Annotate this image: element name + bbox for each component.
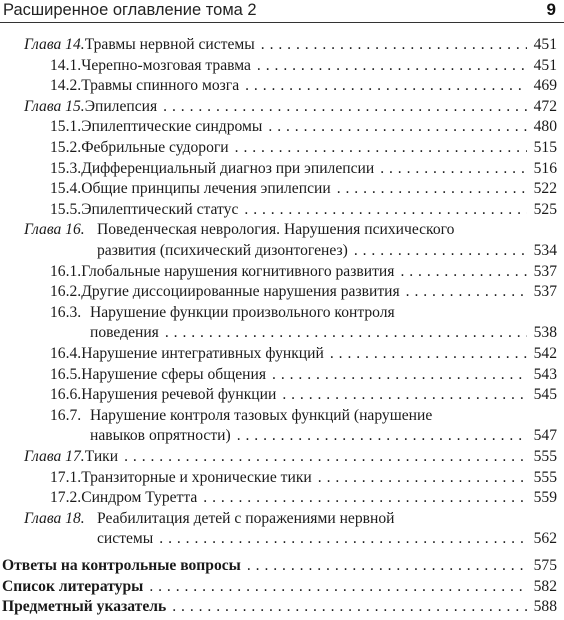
entry-title-continuation: навыков опрятности): [90, 427, 231, 445]
toc-section-entry: [50, 118, 557, 140]
entry-page: 522: [533, 180, 557, 198]
entry-title: Эпилептический статус: [81, 200, 239, 218]
entry-title: Фебрильные судороги: [81, 139, 229, 156]
entry-page: 525: [533, 200, 557, 218]
entry-title: Глобальные нарушения когнитивного развития: [81, 262, 395, 280]
toc-section-entry: [50, 139, 557, 161]
section-number: 15.4.: [50, 180, 82, 198]
entry-title-continuation: развития (психический дизонтогенез): [97, 242, 348, 259]
toc-entry-continuation: [97, 530, 557, 552]
section-number: 16.3.: [50, 303, 82, 321]
entry-page: 543: [533, 365, 557, 383]
entry-title: Травмы нервной системы: [84, 36, 255, 53]
toc-section-entry: [50, 469, 557, 491]
section-number: 15.2.: [50, 139, 82, 156]
header-rule: [0, 22, 564, 23]
leader-dots: [124, 448, 527, 466]
toc-chapter-entry: [24, 36, 557, 58]
entry-page: 480: [533, 118, 557, 136]
leader-dots: [406, 283, 527, 301]
section-number: 16.6.: [50, 386, 82, 404]
entry-title: Нарушение интегративных функций: [81, 345, 324, 362]
entry-page: 588: [533, 598, 557, 616]
section-number: 15.3.: [50, 159, 82, 177]
entry-page: 582: [533, 577, 557, 595]
leader-dots: [272, 366, 527, 384]
leader-dots: [354, 242, 527, 260]
entry-title: Синдром Туретта: [81, 489, 198, 507]
entry-title: Список литературы: [2, 577, 144, 595]
leader-dots: [165, 324, 527, 342]
leader-dots: [282, 386, 527, 404]
toc-chapter-entry: [24, 221, 557, 243]
entry-title: Травмы спинного мозга: [81, 77, 240, 95]
entry-page: 559: [533, 489, 557, 507]
leader-dots: [330, 345, 527, 363]
entry-title: Дифференциальный диагноз при эпилепсии: [81, 159, 375, 177]
toc-section-entry: [50, 201, 557, 223]
toc-section-entry: [50, 386, 557, 408]
entry-page: 469: [533, 77, 557, 95]
entry-page: 451: [533, 56, 557, 74]
entry-title: Общие принципы лечения эпилепсии: [81, 180, 331, 198]
toc-backmatter-entry: [2, 578, 557, 600]
section-number: 15.1.: [50, 118, 82, 136]
toc-entry-continuation: [97, 242, 557, 264]
page-number: 9: [546, 0, 556, 19]
toc-backmatter-entry: [2, 598, 557, 620]
entry-page: 575: [533, 557, 557, 574]
entry-title: Предметный указатель: [2, 598, 167, 616]
toc-section-entry: [50, 263, 557, 285]
leader-dots: [172, 598, 527, 616]
entry-title: Другие диссоциированные нарушения развития: [81, 283, 400, 301]
leader-dots: [400, 263, 527, 281]
entry-title: Поведенческая неврология. Нарушения психического: [97, 221, 455, 239]
entry-page: 545: [533, 386, 557, 404]
entry-title: Ответы на контрольные вопросы: [2, 557, 241, 574]
section-number: 16.4.: [50, 345, 82, 362]
toc-section-entry: [50, 57, 557, 79]
section-number: 14.1.: [50, 56, 82, 74]
toc-backmatter-entry: [2, 557, 557, 579]
toc-section-entry: [50, 77, 557, 99]
section-number: 14.2.: [50, 77, 82, 95]
entry-page: 547: [533, 427, 557, 445]
toc-section-entry: [50, 304, 557, 326]
toc-entry-continuation: [90, 427, 557, 449]
toc-section-entry: [50, 366, 557, 388]
entry-page: 472: [533, 97, 557, 115]
leader-dots: [244, 201, 527, 219]
entry-page: 451: [533, 36, 557, 53]
entry-page: 537: [533, 262, 557, 280]
toc-section-entry: [50, 160, 557, 182]
entry-page: 537: [533, 283, 557, 301]
leader-dots: [235, 139, 527, 157]
chapter-number: Глава 15.: [24, 97, 85, 115]
entry-page: 555: [533, 468, 557, 486]
entry-title-continuation: системы: [97, 530, 154, 548]
section-number: 16.2.: [50, 283, 82, 301]
leader-dots: [247, 557, 527, 575]
toc-section-entry: [50, 180, 557, 202]
leader-dots: [268, 118, 527, 136]
entry-title: Черепно-мозговая травма: [81, 56, 251, 74]
toc-section-entry: [50, 489, 557, 511]
leader-dots: [237, 427, 527, 445]
toc-chapter-entry: [24, 98, 557, 120]
leader-dots: [163, 98, 527, 116]
leader-dots: [203, 489, 527, 507]
section-number: 17.1.: [50, 468, 82, 486]
leader-dots: [149, 578, 527, 596]
entry-page: 534: [533, 242, 557, 259]
leader-dots: [159, 530, 527, 548]
entry-title: Нарушение контроля тазовых функций (нарушение: [90, 406, 433, 424]
chapter-number: Глава 17.: [24, 448, 85, 465]
leader-dots: [318, 469, 527, 487]
section-number: 15.5.: [50, 200, 82, 218]
entry-page: 562: [533, 530, 557, 548]
entry-page: 538: [533, 324, 557, 342]
entry-page: 555: [533, 448, 557, 465]
entry-page: 515: [533, 139, 557, 156]
running-header: [0, 0, 564, 26]
toc-chapter-entry: [24, 448, 557, 470]
toc-section-entry: [50, 407, 557, 429]
entry-title: Нарушения речевой функции: [81, 386, 277, 404]
chapter-number: Глава 18.: [24, 509, 85, 527]
entry-title: Нарушение сферы общения: [81, 365, 267, 383]
leader-dots: [337, 180, 527, 198]
entry-page: 516: [533, 159, 557, 177]
section-number: 16.1.: [50, 262, 82, 280]
entry-title-continuation: поведения: [90, 324, 159, 342]
entry-title: Нарушение функции произвольного контроля: [90, 303, 395, 321]
toc-section-entry: [50, 345, 557, 367]
entry-title: Транзиторные и хронические тики: [81, 468, 312, 486]
chapter-number: Глава 16.: [24, 221, 85, 239]
leader-dots: [380, 160, 527, 178]
toc-chapter-entry: [24, 510, 557, 532]
leader-dots: [257, 57, 527, 75]
toc-entry-continuation: [90, 324, 557, 346]
entry-page: 542: [533, 345, 557, 362]
entry-title: Тики: [84, 448, 119, 465]
section-number: 16.7.: [50, 406, 82, 424]
section-number: 16.5.: [50, 365, 82, 383]
entry-title: Эпилепсия: [84, 97, 158, 115]
entry-title: Реабилитация детей с поражениями нервной: [97, 509, 395, 527]
leader-dots: [245, 77, 527, 95]
section-number: 17.2.: [50, 489, 82, 507]
entry-title: Эпилептические синдромы: [81, 118, 263, 136]
chapter-number: Глава 14.: [24, 36, 85, 53]
toc-section-entry: [50, 283, 557, 305]
running-header-title: Расширенное оглавление тома 2: [3, 1, 257, 19]
leader-dots: [261, 36, 527, 54]
